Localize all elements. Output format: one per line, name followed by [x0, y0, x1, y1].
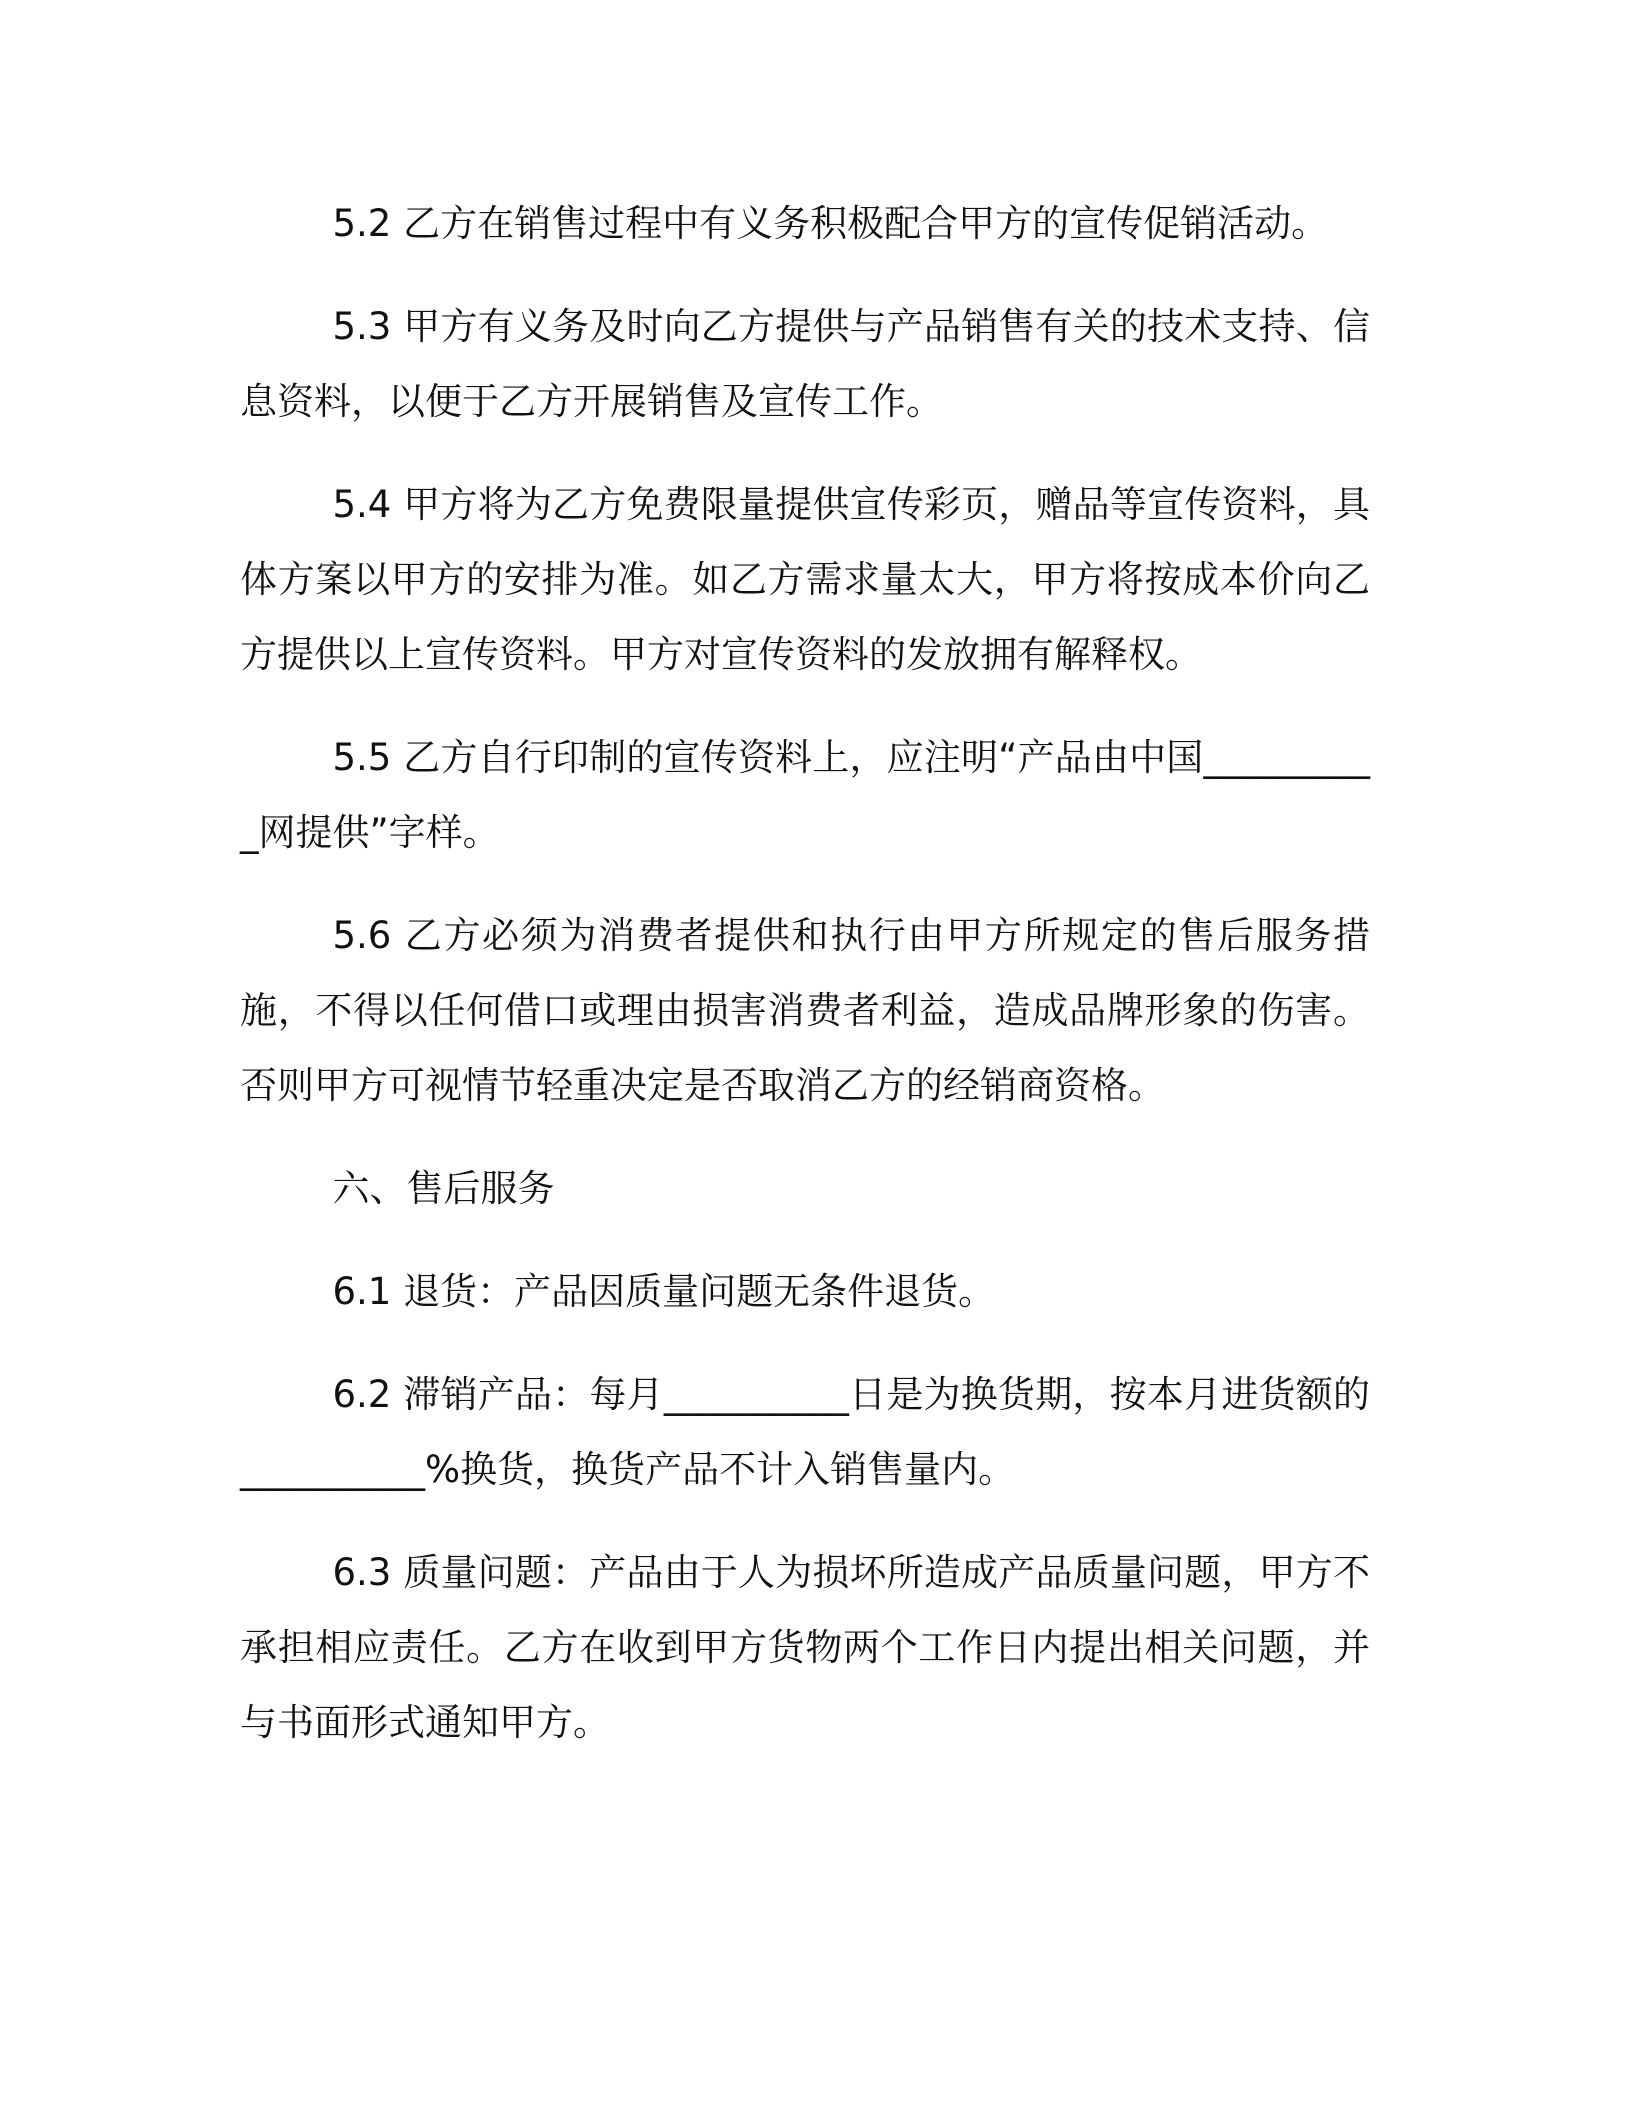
- clause-5-5: 5.5 乙方自行印制的宣传资料上，应注明“产品由中国__________网提供”字样。: [240, 736, 1370, 854]
- clause-5-3: 5.3 甲方有义务及时向乙方提供与产品销售有关的技术支持、信息资料，以便于乙方开展销售及宣传工作。: [240, 305, 1370, 423]
- document-page: [240, 186, 1370, 1760]
- section-heading-after-sales: 六、售后服务: [332, 1167, 555, 1210]
- clause-6-3: 6.3 质量问题：产品由于人为损坏所造成产品质量问题，甲方不承担相应责任。乙方在收到甲方货物两个工作日内提出相关问题，并与书面形式通知甲方。: [240, 1551, 1370, 1744]
- clause-5-4: 5.4 甲方将为乙方免费限量提供宣传彩页，赠品等宣传资料，具体方案以甲方的安排为准。如乙方需求量太大，甲方将按成本价向乙方提供以上宣传资料。甲方对宣传资料的发放拥有解释权。: [240, 483, 1370, 676]
- clause-6-2: 6.2 滞销产品：每月__________日是为换货期，按本月进货额的__________%换货，换货产品不计入销售量内。: [240, 1373, 1370, 1491]
- clause-5-6: 5.6 乙方必须为消费者提供和执行由甲方所规定的售后服务措施，不得以任何借口或理由损害消费者利益，造成品牌形象的伤害。否则甲方可视情节轻重决定是否取消乙方的经销商资格。: [240, 914, 1370, 1107]
- clause-6-1: 6.1 退货：产品因质量问题无条件退货。: [332, 1270, 996, 1313]
- clause-5-2: 5.2 乙方在销售过程中有义务积极配合甲方的宣传促销活动。: [332, 202, 1329, 245]
